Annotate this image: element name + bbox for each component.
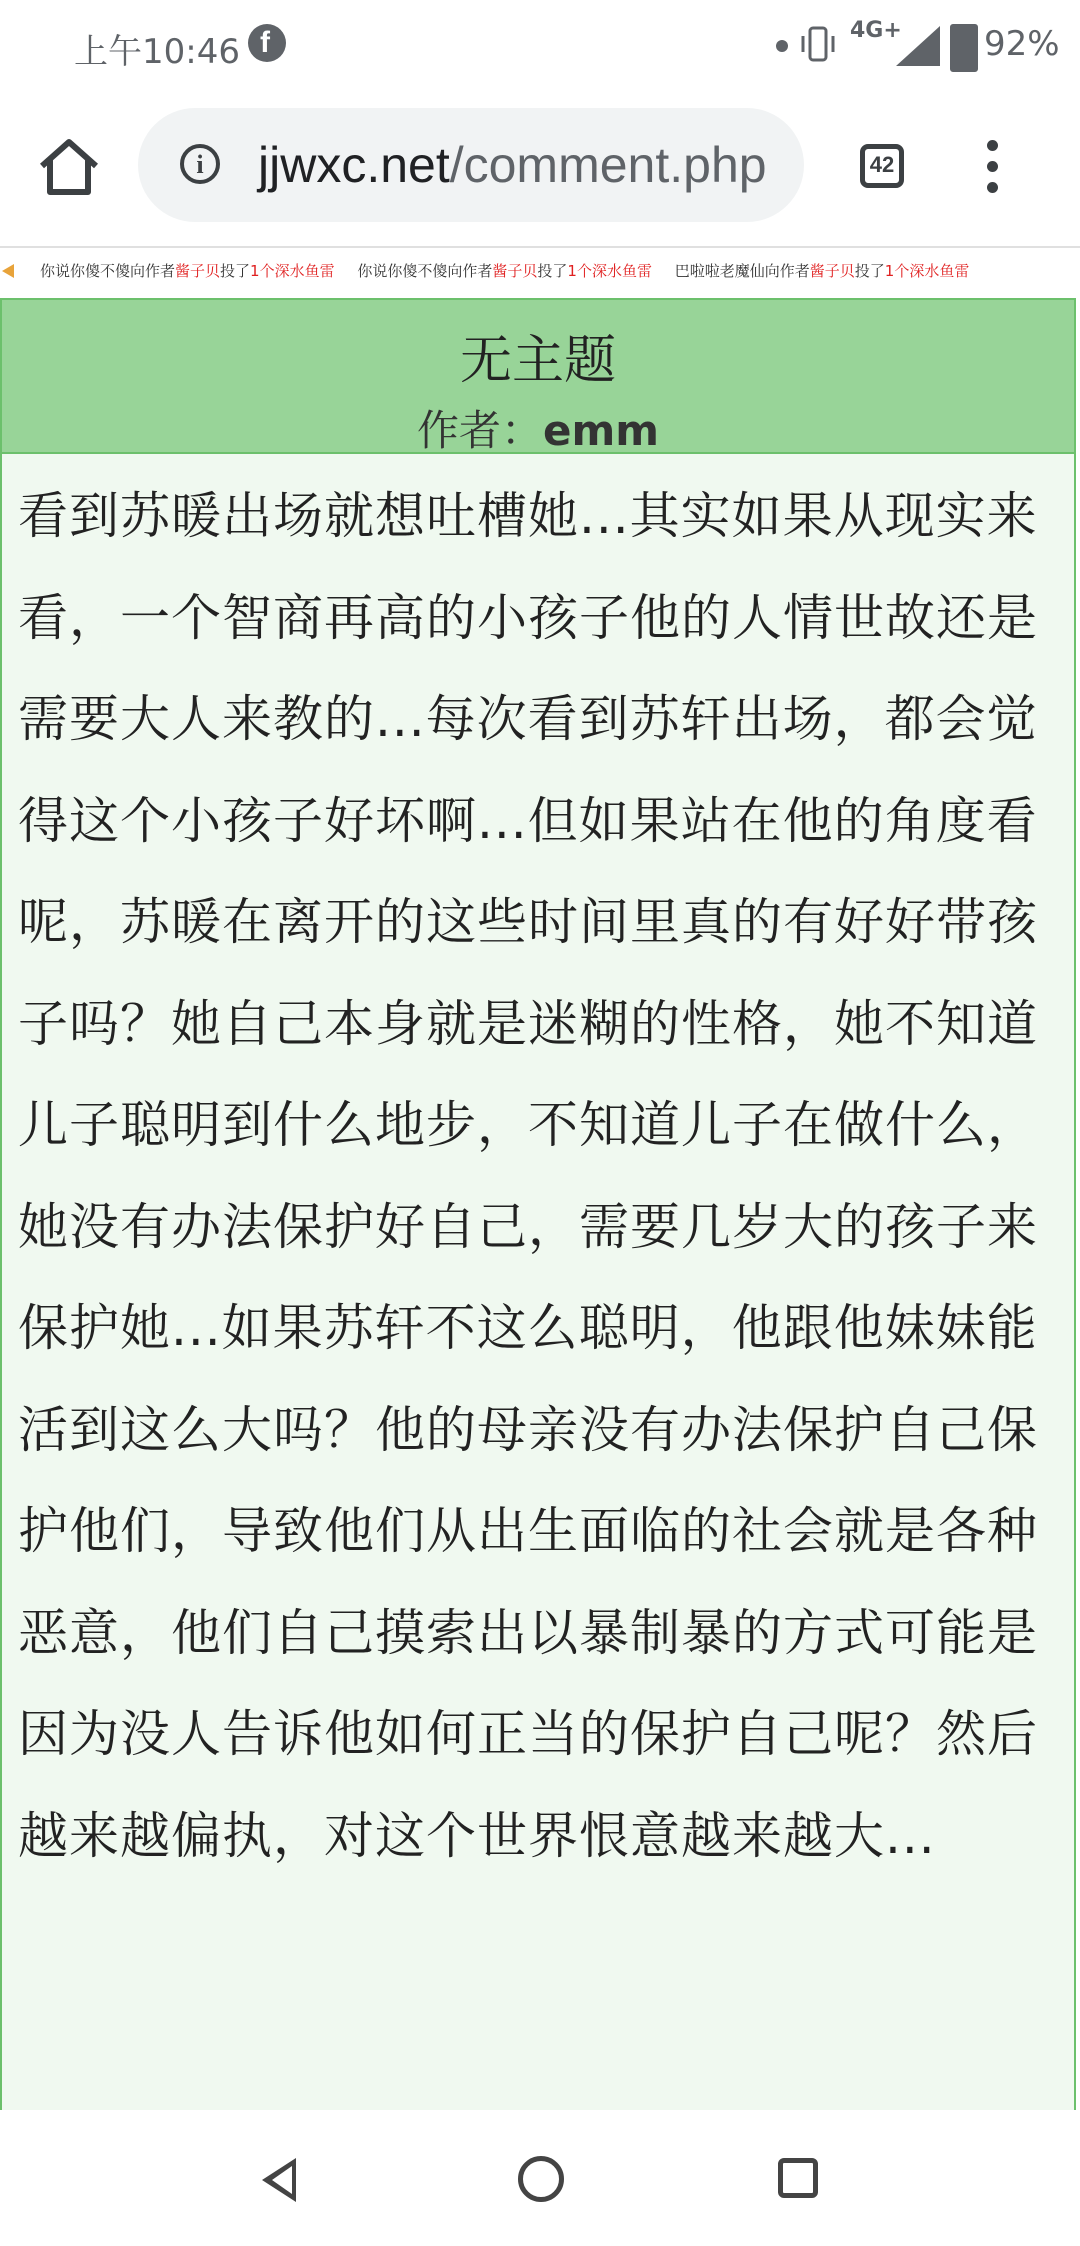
battery-percent: 92% xyxy=(984,24,1060,64)
more-menu-icon[interactable] xyxy=(984,140,1000,198)
tab-count: 42 xyxy=(869,152,895,177)
address-bar[interactable] xyxy=(138,108,804,222)
gift-ticker xyxy=(0,250,1080,292)
home-icon[interactable] xyxy=(36,136,102,198)
navigation-bar xyxy=(0,2110,1080,2246)
url-text[interactable] xyxy=(258,136,767,194)
url-domain: jjwxc.net xyxy=(258,137,450,193)
url-path: /comment.php xyxy=(449,137,767,193)
comment-card xyxy=(0,298,1076,2122)
author-name: emm xyxy=(543,406,660,455)
comment-author xyxy=(2,398,1074,458)
status-bar xyxy=(0,0,1080,92)
facebook-icon: f xyxy=(248,24,286,62)
home-circle-icon[interactable] xyxy=(518,2156,564,2202)
battery-icon xyxy=(950,24,978,72)
back-icon[interactable] xyxy=(262,2158,296,2202)
author-label: 作者： xyxy=(416,406,543,455)
comment-title: 无主题 xyxy=(459,331,616,391)
ticker-item[interactable]: 巴啦啦老魔仙向作者酱子贝投了1个深水鱼雷 xyxy=(674,262,970,280)
info-icon[interactable]: i xyxy=(180,144,220,184)
status-time: 上午10:46 xyxy=(74,32,240,72)
vibrate-icon xyxy=(798,26,838,62)
notification-dot-icon xyxy=(776,40,788,52)
recents-icon[interactable] xyxy=(778,2158,818,2198)
browser-toolbar xyxy=(0,92,1080,244)
network-type: 4G+ xyxy=(850,18,902,43)
ticker-item[interactable]: 你说你傻不傻向作者酱子贝投了1个深水鱼雷 xyxy=(357,262,652,280)
tab-switcher-button[interactable] xyxy=(860,144,904,188)
signal-icon xyxy=(896,26,940,66)
ticker-item[interactable]: 你说你傻不傻向作者酱子贝投了1个深水鱼雷 xyxy=(40,262,335,280)
divider xyxy=(0,246,1080,248)
comment-body: 看到苏暖出场就想吐槽她...其实如果从现实来看，一个智商再高的小孩子他的人情世故还是需要大人来教的...每次看到苏轩出场，都会觉得这个小孩子好坏啊...但如果站在他的角度看呢，苏暖在离开的这些时间里真的有好好带孩子吗？她自己本身就是迷糊的性格，她不知道儿子聪明到什么地步，不知道儿子在做什么，她没有办法保护好自己，需要几岁大的孩子来保护她...如果苏轩不这么聪明，他跟他妹妹能活到这么大吗？他的母亲没有办法保护自己保护他们，导致他们从出生面临的社会就是各种恶意，他们自己摸索出以暴制暴的方式可能是因为没人告诉他如何正当的保护自己呢？然后越来越偏执，对这个世界恨意越来越大... xyxy=(18,487,1038,1865)
speaker-icon xyxy=(2,264,14,278)
comment-header xyxy=(2,300,1074,454)
